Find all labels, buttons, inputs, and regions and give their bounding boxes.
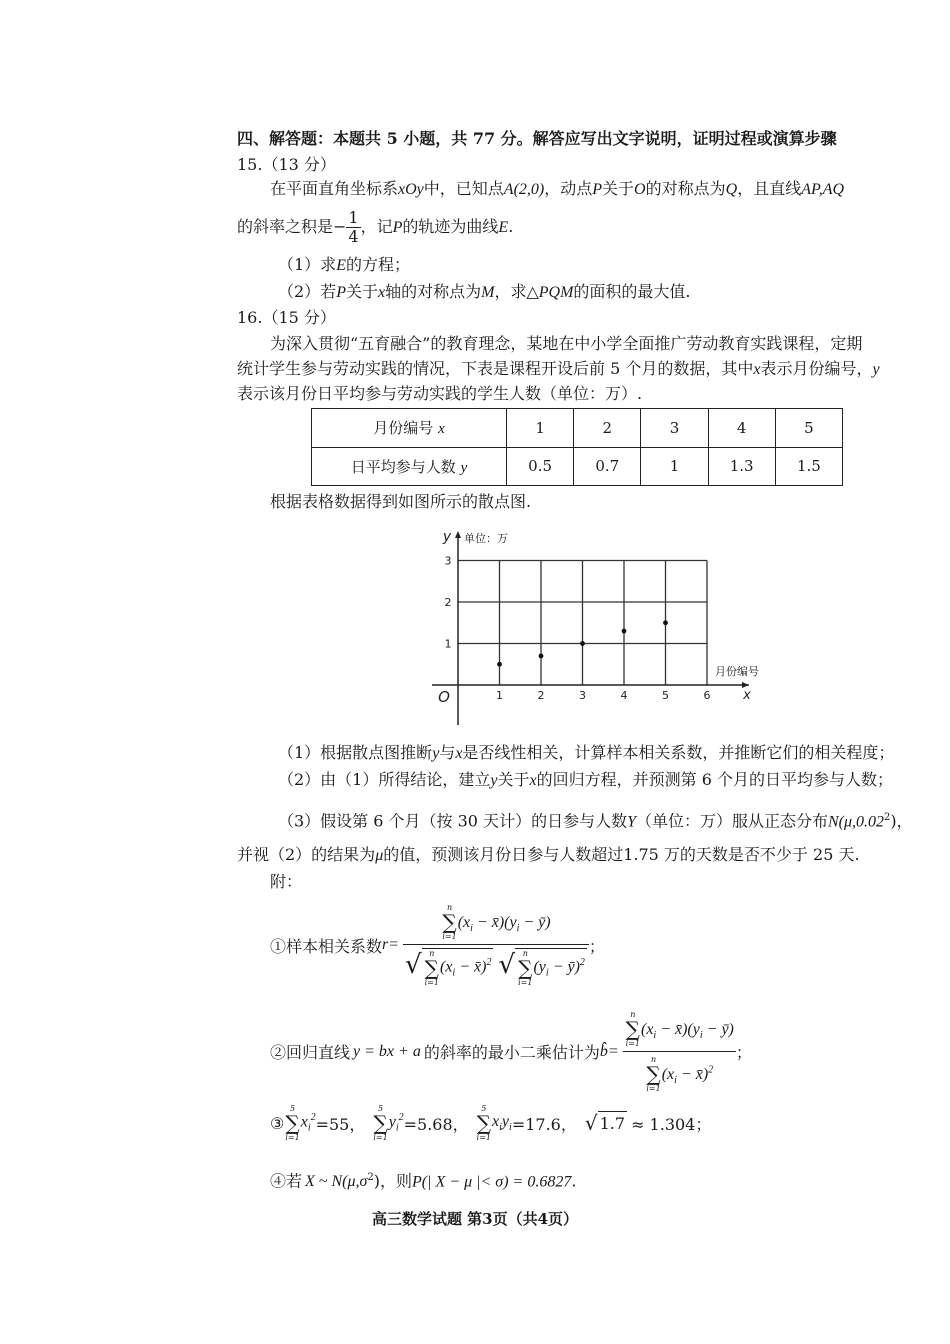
y-tick-label: 3: [444, 554, 452, 568]
q16-part1: （1）根据散点图推断y与x是否线性相关，计算样本相关系数，并推断它们的相关程度；: [278, 743, 895, 762]
q15-number: 15.（13 分）: [237, 155, 336, 174]
x-axis-title: 月份编号: [715, 665, 759, 678]
x-tick-label: 5: [662, 689, 669, 702]
table-row: [312, 409, 843, 448]
unit-label: 单位：万: [464, 532, 508, 545]
chart-labels: [438, 529, 759, 706]
q16-number: 16.（15 分）: [237, 308, 336, 327]
data-point: [539, 654, 544, 659]
table-cell: 1: [641, 447, 708, 486]
section-heading: 四、解答题：本题共 5 小题，共 77 分。解答应写出文字说明，证明过程或演算步骤: [237, 129, 837, 148]
x-tick-label: 2: [537, 689, 545, 702]
table-cell: 3: [641, 409, 708, 448]
formula-sums: ③ 5 ∑ i=1 $x_i^2$ =55， 5 ∑ i=1 $y_i^2$ =5.68， 5 ∑ i=1 $x_iy_i$ =17.6， √ 1.7 ≈ 1.304；: [270, 1104, 712, 1142]
q16-stem-line1: 为深入贯彻“五育融合”的教育理念，某地在中小学全面推广劳动教育实践课程，定期: [270, 334, 863, 353]
table-cell: 1.3: [708, 447, 775, 486]
q16-stem-line3: 表示该月份日平均参与劳动实践的学生人数（单位：万）.: [237, 384, 643, 403]
table-cell: 2: [574, 409, 641, 448]
x-tick-label: 4: [620, 689, 628, 702]
scatter-chart: [410, 525, 770, 735]
data-point: [580, 641, 585, 646]
data-point: [497, 662, 502, 667]
q16-part3-cont: 并视（2）的结果为μ的值，预测该月份日参与人数超过1.75 万的天数是否不少于 25 天.: [237, 845, 860, 864]
data-point: [622, 629, 627, 634]
table-cell: 1.5: [775, 447, 842, 486]
table-cell: 4: [708, 409, 775, 448]
table-cell: 5: [775, 409, 842, 448]
page-footer: 高三数学试题 第3页（共4页）: [371, 1210, 579, 1228]
x-tick-label: 6: [703, 689, 711, 702]
formula-normal: ④若 X ~ $N(\mu,\sigma^2)$，则P(| X − μ |< σ) = 0.6827.: [270, 1171, 577, 1191]
formula-slope: ②回归直线 y = bx + a 的斜率的最小二乘估计为 b̂= n ∑ i=1 ($x_i$ − $x̄)(y_i$ − ȳ) n ∑ i=1 ($x_i$ − x̄)$^2$ ；: [270, 1010, 752, 1093]
origin-label: O: [438, 688, 450, 706]
q15-stem-line2: 的斜率之积是− $\frac{1}{4}$ ，记P的轨迹为曲线E.: [237, 208, 514, 246]
table-cell: 0.5: [507, 447, 574, 486]
x-tick-label: 1: [496, 689, 503, 702]
data-table: [311, 408, 843, 486]
y-axis-arrow: [455, 531, 461, 538]
q15-part1: （1）求E的方程；: [278, 255, 410, 274]
x-axis-label: x: [743, 688, 751, 703]
q16-part3: （3）假设第 6 个月（按 30 天计）的日参与人数Y（单位：万）服从正态分布N(μ,0.02$^2$)，: [278, 811, 913, 831]
data-point: [663, 620, 668, 625]
table-header-x: 月份编号 x: [312, 409, 507, 448]
x-tick-label: 3: [579, 689, 586, 702]
q16-stem-line2: 统计学生参与劳动实践的情况，下表是课程开设后前 5 个月的数据，其中x表示月份编号，y: [237, 359, 880, 378]
y-tick-label: 2: [444, 596, 452, 609]
q16-part2: （2）由（1）所得结论，建立y关于x的回归方程，并预测第 6 个月的日平均参与人数；: [278, 770, 893, 789]
appendix-label: 附：: [270, 872, 303, 891]
y-axis-label: y: [442, 529, 452, 545]
table-row: [312, 447, 843, 486]
chart-grid: [458, 561, 707, 686]
formula-correlation: ①样本相关系数 r= n ∑ i=1 ($x_i$ − $x̄)(y_i$ − ȳ) √ n ∑ i=1 ($x_i$ − x̄)$^2$ √ n ∑ i=1 ($y_i$ − ȳ)$^2$ ；: [270, 903, 605, 987]
table-header-y: 日平均参与人数 y: [312, 447, 507, 486]
y-tick-label: 1: [444, 637, 452, 651]
q15-stem-line1: 在平面直角坐标系xOy中，已知点A(2,0)，动点P关于O的对称点为Q，且直线AP,AQ: [270, 179, 845, 198]
chart-intro: 根据表格数据得到如图所示的散点图.: [270, 492, 532, 511]
q15-part2: （2）若P关于x轴的对称点为M，求△PQM的面积的最大值.: [278, 282, 691, 301]
table-cell: 1: [507, 409, 574, 448]
table-cell: 0.7: [574, 447, 641, 486]
